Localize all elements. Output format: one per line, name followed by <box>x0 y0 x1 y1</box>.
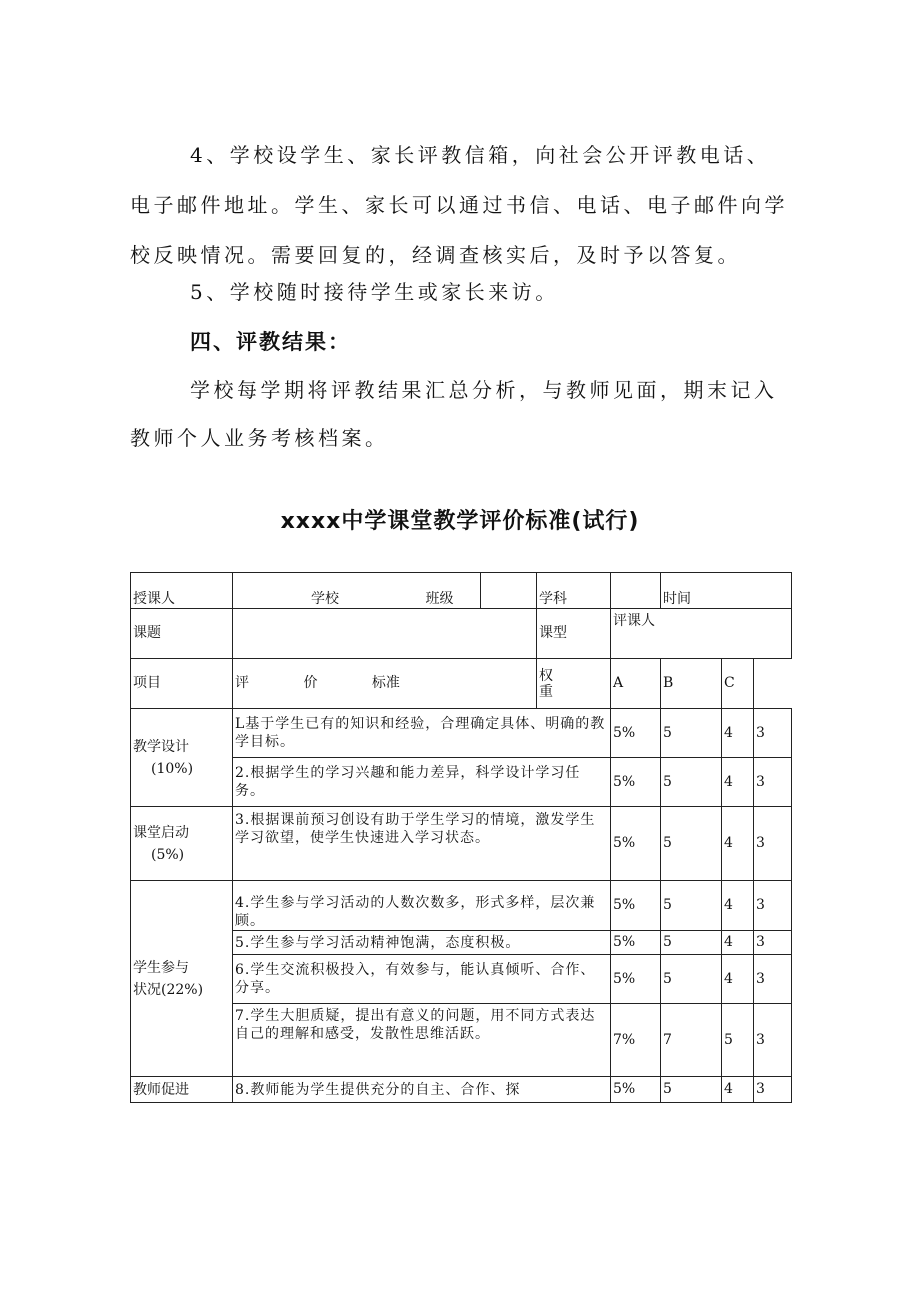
weight-value: 5% <box>611 758 661 807</box>
score-c[interactable]: 3 <box>754 955 792 1004</box>
score-a[interactable]: 5 <box>661 1077 722 1103</box>
weight-value: 7% <box>611 1004 661 1077</box>
column-header-row <box>131 659 792 709</box>
score-a[interactable]: 5 <box>661 931 722 955</box>
weight-value: 5% <box>611 807 661 881</box>
score-a[interactable]: 5 <box>661 709 722 758</box>
criterion-text: 3.根据课前预习创设有助于学生学习的情境，激发学生学习欲望，使学生快速进入学习状态。 <box>233 807 611 881</box>
criterion-text: 5.学生参与学习活动精神饱满，态度积极。 <box>233 931 611 955</box>
col-item: 项目 <box>131 659 233 709</box>
category-student-participation <box>131 881 233 1077</box>
weight-value: 5% <box>611 881 661 931</box>
score-c[interactable]: 3 <box>754 807 792 881</box>
category-class-start <box>131 807 233 881</box>
table-row <box>131 881 792 931</box>
score-a[interactable]: 5 <box>661 881 722 931</box>
category-name: 学生参与 <box>133 959 189 976</box>
table-row <box>131 807 792 881</box>
score-a[interactable]: 5 <box>661 955 722 1004</box>
score-b[interactable]: 4 <box>722 881 754 931</box>
score-b[interactable]: 5 <box>722 1004 754 1077</box>
type-label: 课型 <box>539 625 567 641</box>
col-eval-3: 标准 <box>371 675 400 691</box>
category-name: 课堂启动 <box>133 824 189 841</box>
score-c[interactable]: 3 <box>754 709 792 758</box>
weight-value: 5% <box>611 709 661 758</box>
col-b: B <box>661 659 722 709</box>
score-c[interactable]: 3 <box>754 1004 792 1077</box>
time-label: 时间 <box>661 573 792 609</box>
category-teacher-promotion <box>131 1077 233 1103</box>
school-label: 学校 <box>311 591 339 607</box>
criterion-text: L基于学生已有的知识和经验，合理确定具体、明确的教学目标。 <box>233 709 611 758</box>
score-a[interactable]: 7 <box>661 1004 722 1077</box>
score-c[interactable]: 3 <box>754 758 792 807</box>
score-c[interactable]: 3 <box>754 1077 792 1103</box>
score-b[interactable]: 4 <box>722 955 754 1004</box>
score-b[interactable]: 4 <box>722 758 754 807</box>
col-weight-cell <box>537 659 611 709</box>
score-a[interactable]: 5 <box>661 807 722 881</box>
evaluator-label: 评课人 <box>611 609 792 659</box>
criterion-text: 4.学生参与学习活动的人数次数多，形式多样，层次兼顾。 <box>233 881 611 931</box>
document-title: xxxx中学课堂教学评价标准(试行) <box>280 509 640 534</box>
topic-value[interactable] <box>233 609 537 659</box>
evaluation-table <box>130 572 792 1103</box>
criterion-text: 6.学生交流积极投入，有效参与，能认真倾听、合作、分享。 <box>233 955 611 1004</box>
paragraph-results: 学校每学期将评教结果汇总分析，与教师见面，期末记入教师个人业务考核档案。 <box>130 378 778 450</box>
paragraph-item-4: 4、学校设学生、家长评教信箱，向社会公开评教电话、电子邮件地址。学生、家长可以通过书信、电话、电子邮件向学校反映情况。需要回复的，经调查核实后，及时予以答复。 <box>130 143 788 267</box>
category-pct: (5%) <box>151 846 185 863</box>
col-a: A <box>611 659 661 709</box>
category-pct: 状况(22%) <box>133 981 204 998</box>
score-b[interactable]: 4 <box>722 807 754 881</box>
category-name: 教师促进 <box>133 1081 189 1098</box>
topic-label: 课题 <box>131 609 233 659</box>
score-c[interactable]: 3 <box>754 931 792 955</box>
type-cell <box>537 609 611 659</box>
score-b[interactable]: 4 <box>722 709 754 758</box>
col-eval-1: 评 <box>235 675 249 691</box>
paragraph-item-5: 5、学校随时接待学生或家长来访。 <box>190 280 559 304</box>
score-a[interactable]: 5 <box>661 758 722 807</box>
score-c[interactable]: 3 <box>754 881 792 931</box>
school-class-cell <box>233 573 481 609</box>
subject-label: 学科 <box>537 573 611 609</box>
subject-value[interactable] <box>611 573 661 609</box>
col-eval-standard <box>233 659 537 709</box>
weight-value: 5% <box>611 931 661 955</box>
criterion-text: 8.教师能为学生提供充分的自主、合作、探 <box>233 1077 611 1103</box>
col-eval-2: 价 <box>303 675 318 691</box>
header-row-topic <box>131 609 792 659</box>
col-weight-label: 权重 <box>539 667 553 700</box>
teacher-label: 授课人 <box>131 573 233 609</box>
weight-value: 5% <box>611 955 661 1004</box>
table-row <box>131 709 792 758</box>
criterion-text: 7.学生大胆质疑，提出有意义的问题，用不同方式表达自己的理解和感受，发散性思维活跃。 <box>233 1004 611 1077</box>
score-b[interactable]: 4 <box>722 1077 754 1103</box>
class-label: 班级 <box>425 591 454 607</box>
criterion-text: 2.根据学生的学习兴趣和能力差异，科学设计学习任务。 <box>233 758 611 807</box>
category-name: 教学设计 <box>133 738 189 755</box>
weight-value: 5% <box>611 1077 661 1103</box>
category-teaching-design <box>131 709 233 807</box>
table-row <box>131 1077 792 1103</box>
section-heading-results: 四、评教结果： <box>190 330 351 354</box>
class-value[interactable] <box>481 573 537 609</box>
category-pct: (10%) <box>151 760 194 777</box>
col-c: C <box>722 659 754 709</box>
header-row-teacher <box>131 573 792 609</box>
score-b[interactable]: 4 <box>722 931 754 955</box>
